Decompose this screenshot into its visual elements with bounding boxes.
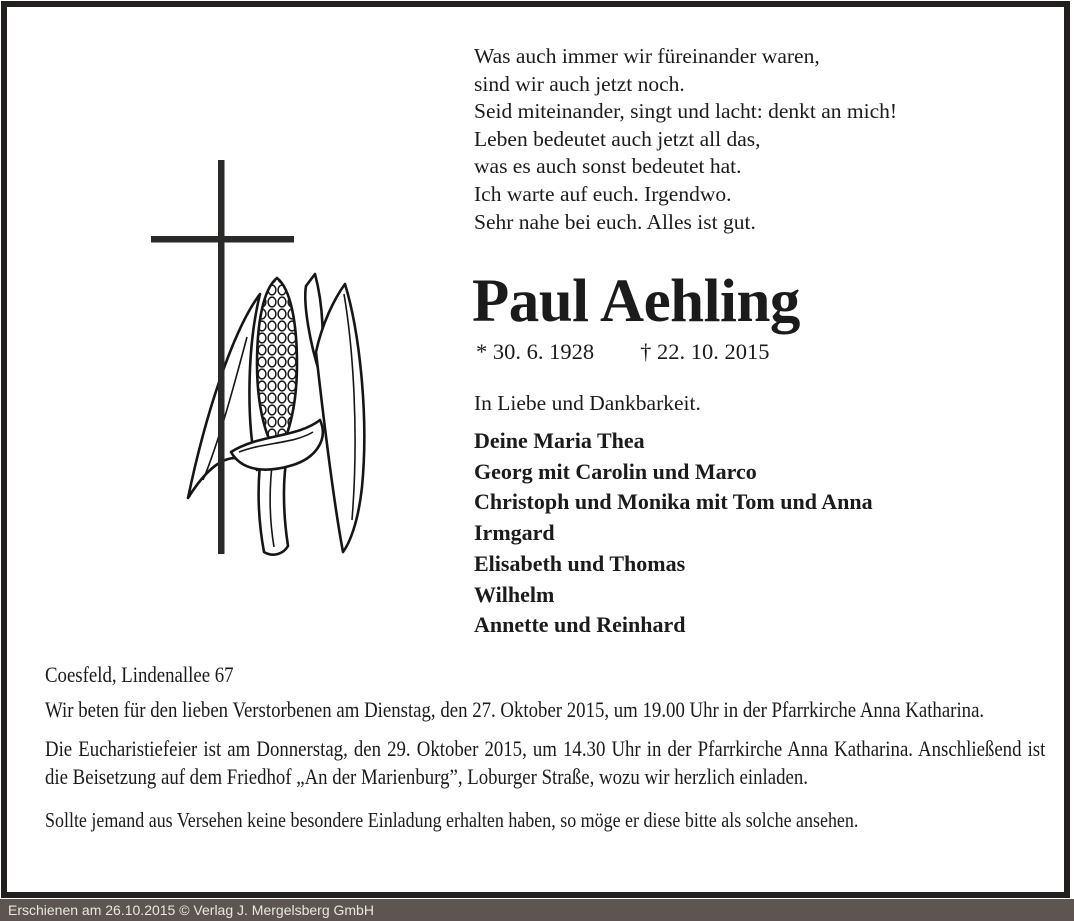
mourner-name: Wilhelm [474,581,555,607]
service-information [45,661,1045,844]
birth-date: * 30. 6. 1928 [476,339,595,364]
funeral-service-paragraph: Die Eucharistiefeier ist am Donnerstag, den 29. Oktober 2015, um 14.30 Uhr in der Pfarrkirche Anna Katharina. Anschließend ist die Beisetzung auf dem Friedhof „An der Marienburg”, Loburger Straße, wozu wir herzlich einladen. [45,735,1046,789]
invitation-note-paragraph: Sollte jemand aus Versehen keine besondere Einladung erhalten haben, so möge er diese bitte als solche ansehen. [45,807,859,832]
mourner-name: Elisabeth und Thomas [474,550,686,576]
address-line: Coesfeld, Lindenallee 67 [45,662,234,687]
mourner-name: Deine Maria Thea [474,428,645,453]
mourner-name: Georg mit Carolin und Marco [474,458,757,484]
poem-line: Leben bedeutet auch jetzt all das, [474,126,761,151]
mourners-list [474,426,873,641]
memorial-poem [474,43,897,236]
poem-line: Was auch immer wir füreinander waren, [474,44,820,68]
prayer-service-paragraph: Wir beten für den lieben Verstorbenen am Dienstag, den 27. Oktober 2015, um 19.00 Uhr in der Pfarrkirche Anna Katharina. [45,697,985,722]
poem-line: was es auch sonst bedeutet hat. [474,154,742,179]
cross-and-corn-illustration [147,152,417,567]
publication-info: Erschienen am 26.10.2015 © Verlag J. Mergelsberg GmbH [8,902,374,918]
tribute-line: In Liebe und Dankbarkeit. [474,391,701,415]
poem-line: Seid miteinander, singt und lacht: denkt an mich! [474,99,898,124]
death-date: † 22. 10. 2015 [640,339,770,364]
mourner-name: Christoph und Monika mit Tom und Anna [474,489,873,515]
deceased-name: Paul Aehling [472,268,800,335]
notice-frame [1,1,1070,898]
life-dates [476,338,770,366]
mourner-name: Irmgard [474,520,555,546]
publication-footer [0,899,1074,921]
mourner-name: Annette und Reinhard [474,612,686,638]
poem-line: sind wir auch jetzt noch. [474,71,685,96]
corn-cob-icon [188,274,364,555]
poem-line: Ich warte auf euch. Irgendwo. [474,181,732,206]
poem-line: Sehr nahe bei euch. Alles ist gut. [474,209,756,234]
